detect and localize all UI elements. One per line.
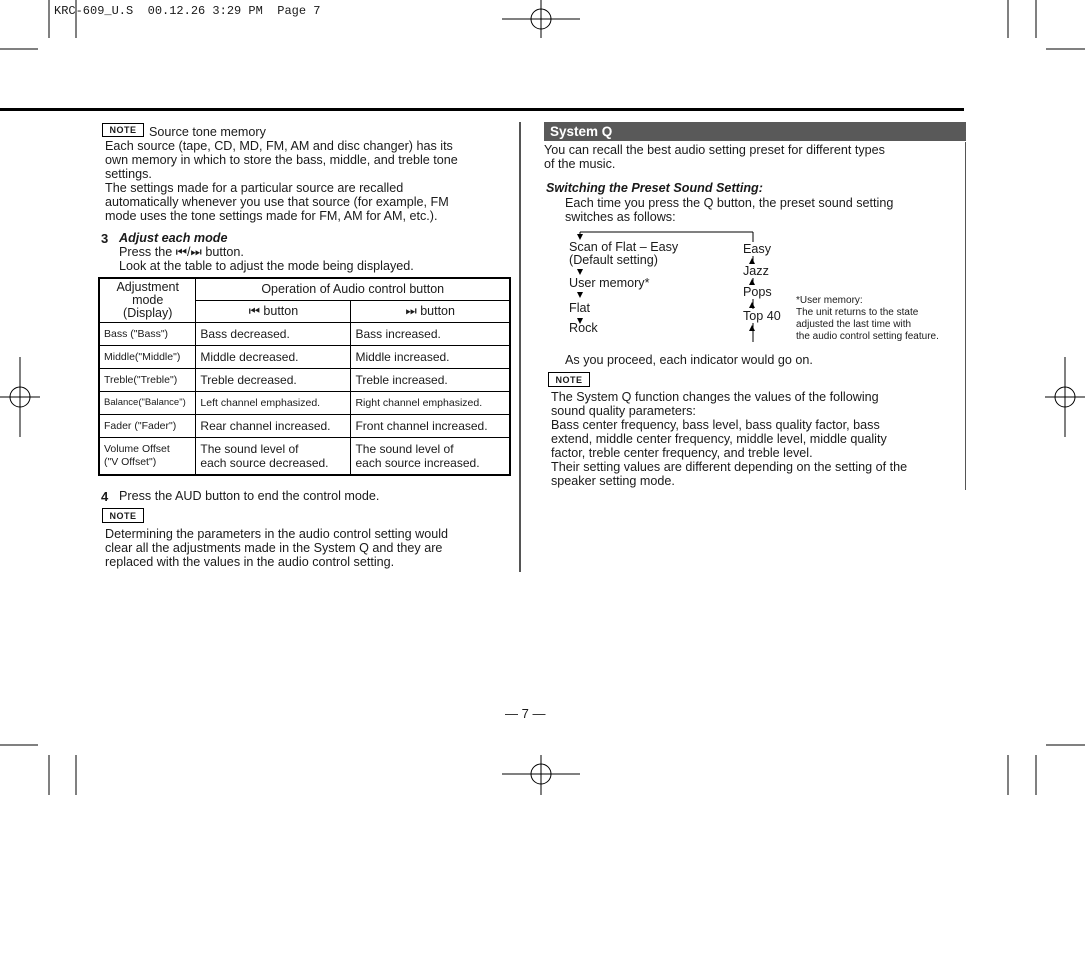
subsection-title: Switching the Preset Sound Setting: xyxy=(546,181,763,195)
cycle-item-label: User memory* xyxy=(569,276,650,290)
table-row xyxy=(99,391,510,414)
step-number: 3 xyxy=(101,231,109,246)
cycle-item-label: Easy xyxy=(743,242,771,256)
table-header-prev-button: ⏮ button xyxy=(196,300,351,322)
note-body: Each source (tape, CD, MD, FM, AM and disc changer) has its own memory in which to store the bass, middle, and treble tone settings. The settings made for a particular source are recalled automatically whenever you use that source (for example, FM mode uses the tone settings made for FM, AM for AM, etc.). xyxy=(105,139,458,223)
table-cell-mode: Treble("Treble") xyxy=(99,368,196,391)
table-header-operation: Operation of Audio control button xyxy=(196,278,510,300)
cycle-item-label: Pops xyxy=(743,285,772,299)
table-row xyxy=(99,437,510,475)
preset-cycle-diagram xyxy=(560,228,800,348)
arrow-up-icon xyxy=(749,302,755,308)
cycle-item-label: Flat xyxy=(569,301,590,315)
table-cell-next: Right channel emphasized. xyxy=(351,391,510,414)
table-cell-next: Treble increased. xyxy=(351,368,510,391)
note-badge: NOTE xyxy=(102,508,144,523)
cycle-item-label: Scan of Flat – Easy xyxy=(569,240,679,254)
cycle-item-note: (Default setting) xyxy=(569,253,658,267)
user-memory-footnote: *User memory: The unit returns to the state adjusted the last time with the audio control setting feature. xyxy=(796,295,939,342)
table-cell-prev: The sound level of each source decreased. xyxy=(196,437,351,475)
table-cell-mode: Middle("Middle") xyxy=(99,345,196,368)
table-cell-prev: Bass decreased. xyxy=(196,322,351,345)
step-instruction: Look at the table to adjust the mode being displayed. xyxy=(119,259,414,273)
table-cell-prev: Rear channel increased. xyxy=(196,414,351,437)
subsection-body: Each time you press the Q button, the preset sound setting switches as follows: xyxy=(565,196,894,224)
note-badge: NOTE xyxy=(548,372,590,387)
table-cell-prev: Middle decreased. xyxy=(196,345,351,368)
table-cell-mode: Fader ("Fader") xyxy=(99,414,196,437)
cycle-item-label: Jazz xyxy=(743,264,769,278)
arrow-up-icon xyxy=(749,325,755,331)
table-header-mode: Adjustment mode (Display) xyxy=(99,278,196,322)
arrow-down-icon xyxy=(577,269,583,275)
note-body: The System Q function changes the values of the following sound quality parameters: Bass center frequency, bass level, bass quality factor, bass extend, middle center frequency, middle level, middle quality factor, treble center frequency, and treble level. Their setting values are different depending on the setting of the speaker setting mode. xyxy=(551,390,908,488)
section-intro: You can recall the best audio setting preset for different types of the music. xyxy=(544,143,885,171)
table-cell-mode: Balance("Balance") xyxy=(99,391,196,414)
page-number: — 7 — xyxy=(505,706,546,721)
table-row xyxy=(99,368,510,391)
arrow-down-icon xyxy=(577,292,583,298)
table-row xyxy=(99,322,510,345)
table-row xyxy=(99,345,510,368)
step-instruction: Press the AUD button to end the control mode. xyxy=(119,489,380,503)
table-cell-prev: Left channel emphasized. xyxy=(196,391,351,414)
step-instruction: Press the ⏮/⏭ button. xyxy=(119,245,244,259)
section-title: System Q xyxy=(544,122,966,141)
cycle-item-label: Top 40 xyxy=(743,309,781,323)
table-cell-next: Bass increased. xyxy=(351,322,510,345)
table-cell-prev: Treble decreased. xyxy=(196,368,351,391)
table-cell-next: The sound level of each source increased. xyxy=(351,437,510,475)
audio-control-table xyxy=(98,277,511,476)
table-cell-mode: Volume Offset ("V Offset") xyxy=(99,437,196,475)
step-number: 4 xyxy=(101,489,109,504)
note-body: Determining the parameters in the audio control setting would clear all the adjustments made in the System Q and they are replaced with the values in the audio control setting. xyxy=(105,527,449,569)
proceed-text: As you proceed, each indicator would go on. xyxy=(565,353,813,367)
table-cell-next: Front channel increased. xyxy=(351,414,510,437)
print-slug: KRC-609_U.S 00.12.26 3:29 PM Page 7 xyxy=(54,4,321,18)
table-header-next-button: ⏭ button xyxy=(351,300,510,322)
note-badge: NOTE xyxy=(102,123,144,137)
table-cell-mode: Bass ("Bass") xyxy=(99,322,196,345)
table-row xyxy=(99,414,510,437)
step-title: Adjust each mode xyxy=(119,231,228,245)
note-title: Source tone memory xyxy=(149,125,266,139)
cycle-item-label: Rock xyxy=(569,321,598,335)
table-cell-next: Middle increased. xyxy=(351,345,510,368)
